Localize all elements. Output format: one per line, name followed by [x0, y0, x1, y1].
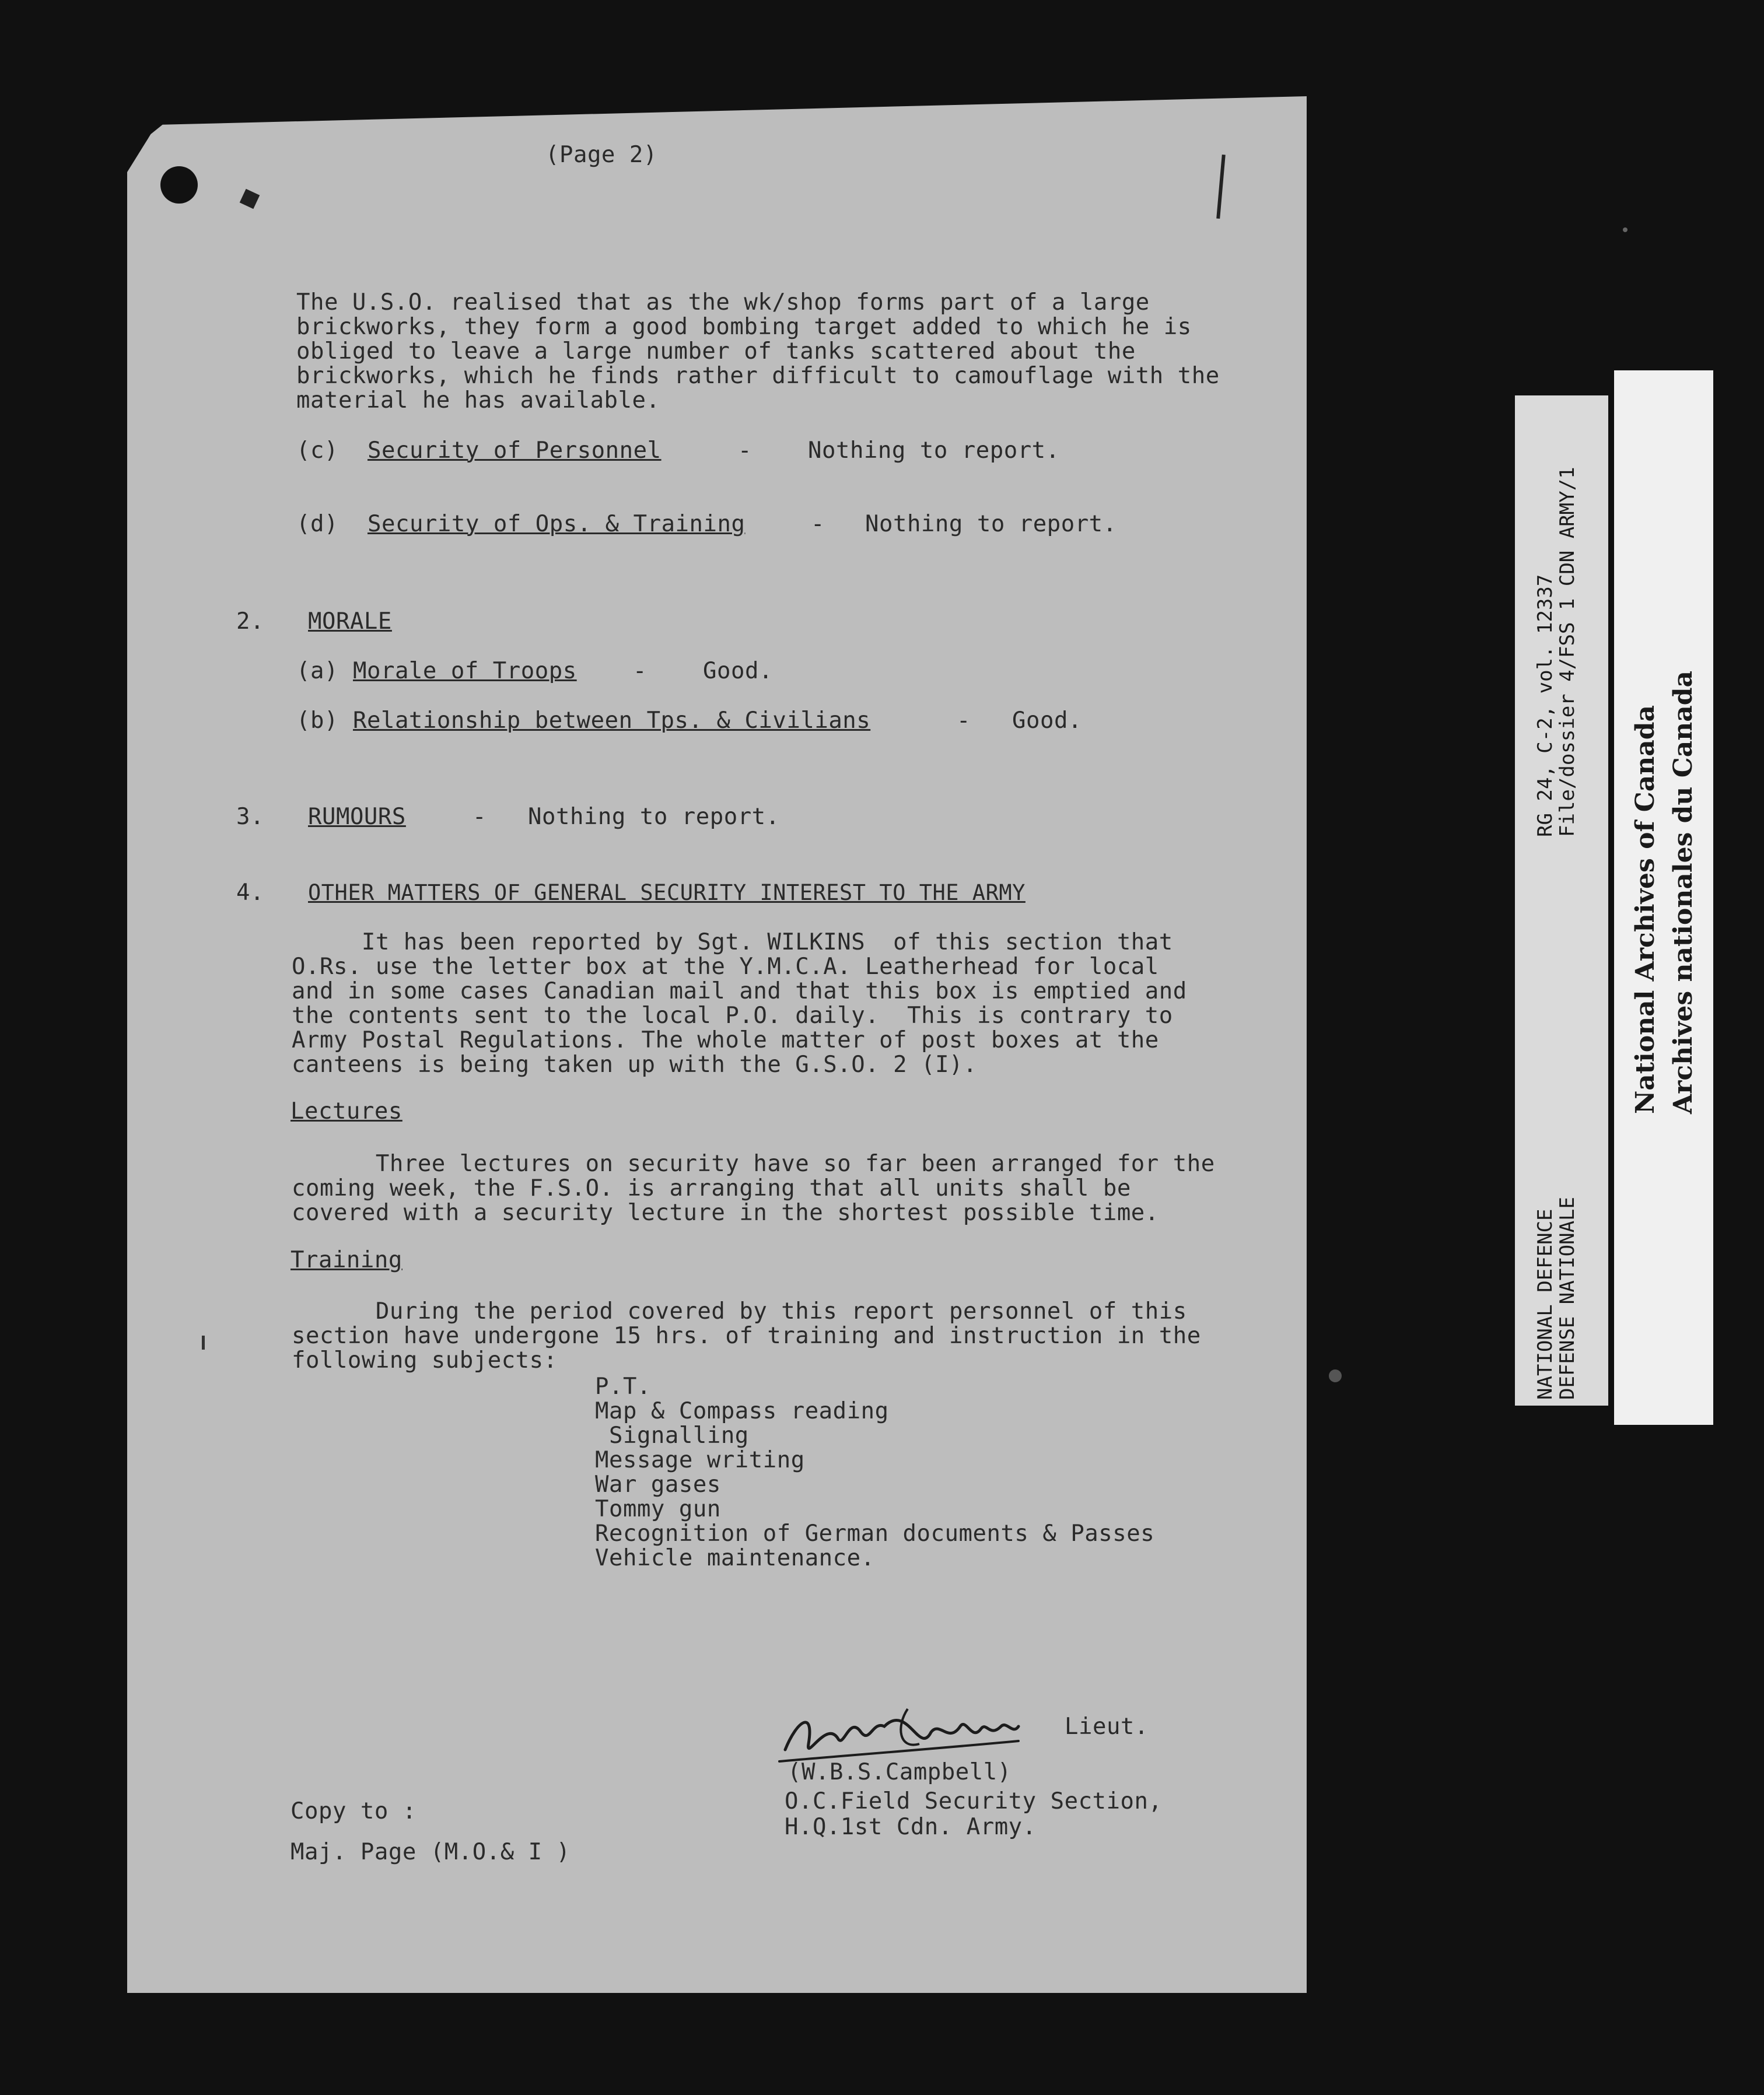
section-4-title: OTHER MATTERS OF GENERAL SECURITY INTEREST TO THE ARMY: [308, 880, 1026, 905]
list-item: Vehicle maintenance.: [595, 1545, 875, 1571]
item-d-status: Nothing to report.: [865, 511, 1117, 537]
intro-line: brickworks, they form a good bombing target added to which he is: [296, 314, 1192, 340]
lectures-line: Three lectures on security have so far been arranged for the: [292, 1151, 1215, 1177]
signatory-unit: H.Q.1st Cdn. Army.: [785, 1814, 1037, 1840]
list-item: Map & Compass reading: [595, 1398, 889, 1424]
punch-hole: [160, 166, 198, 204]
morale-a-dash: -: [633, 658, 647, 684]
section-4-line: the contents sent to the local P.O. daily. This is contrary to: [292, 1003, 1173, 1029]
signatory-name: (W.B.S.Campbell): [788, 1759, 1012, 1785]
lectures-heading: Lectures: [290, 1098, 402, 1124]
morale-b-label: (b): [296, 707, 338, 734]
item-d-title: Security of Ops. & Training: [368, 511, 746, 537]
list-item: Recognition of German documents & Passes: [595, 1521, 1155, 1547]
list-item: P.T.: [595, 1374, 651, 1400]
section-4-line: O.Rs. use the letter box at the Y.M.C.A. Leatherhead for local: [292, 954, 1159, 980]
list-item: Message writing: [595, 1447, 805, 1473]
margin-tick: [202, 1336, 205, 1350]
morale-a-title: Morale of Troops: [353, 658, 577, 684]
morale-b-title: Relationship between Tps. & Civilians: [353, 707, 871, 734]
list-item: Signalling: [595, 1423, 749, 1449]
section-4-line: It has been reported by Sgt. WILKINS of this section that: [292, 929, 1173, 955]
department-line-2: DEFENSE NATIONALE: [1556, 1197, 1579, 1400]
item-d-dash: -: [811, 511, 825, 537]
section-2-title: MORALE: [308, 608, 392, 635]
section-3-status: Nothing to report.: [528, 804, 780, 830]
morale-a-label: (a): [296, 658, 338, 684]
section-3-title: RUMOURS: [308, 804, 406, 830]
section-4-number: 4.: [236, 880, 264, 906]
intro-line: material he has available.: [296, 387, 660, 414]
item-c-dash: -: [738, 437, 752, 464]
intro-line: brickworks, which he finds rather difficult to camouflage with the: [296, 363, 1220, 389]
signatory-rank: Lieut.: [1065, 1714, 1149, 1740]
morale-b-status: Good.: [1012, 707, 1082, 734]
list-item: War gases: [595, 1472, 721, 1498]
copy-to-recipient: Maj. Page (M.O.& I ): [290, 1839, 570, 1865]
section-4-line: Army Postal Regulations. The whole matter of post boxes at the: [292, 1027, 1159, 1053]
ink-dot: [1329, 1369, 1342, 1382]
page-label: (Page 2): [545, 142, 657, 168]
section-2-number: 2.: [236, 608, 264, 635]
item-c-label: (c): [296, 437, 338, 464]
section-3-number: 3.: [236, 804, 264, 830]
item-c-status: Nothing to report.: [808, 437, 1060, 464]
morale-a-status: Good.: [703, 658, 773, 684]
intro-line: obliged to leave a large number of tanks scattered about the: [296, 338, 1136, 365]
training-line: section have undergone 15 hrs. of training and instruction in the: [292, 1323, 1201, 1349]
archive-reference-line-1: RG 24, C-2, vol. 12337: [1534, 574, 1557, 837]
archive-name-french: Archives nationales du Canada: [1668, 670, 1698, 1114]
lectures-line: covered with a security lecture in the shortest possible time.: [292, 1200, 1159, 1226]
section-4-line: canteens is being taken up with the G.S.O. 2 (I).: [292, 1052, 978, 1078]
morale-b-dash: -: [957, 707, 971, 734]
training-heading: Training: [290, 1247, 402, 1273]
copy-to-label: Copy to :: [290, 1798, 416, 1824]
archive-name-english: National Archives of Canada: [1630, 705, 1660, 1114]
section-4-line: and in some cases Canadian mail and that this box is emptied and: [292, 978, 1187, 1004]
department-line-1: NATIONAL DEFENCE: [1534, 1208, 1557, 1400]
list-item: Tommy gun: [595, 1496, 721, 1522]
item-c-title: Security of Personnel: [368, 437, 662, 464]
signatory-role: O.C.Field Security Section,: [785, 1788, 1163, 1814]
background-speck: [1623, 227, 1628, 232]
intro-line: The U.S.O. realised that as the wk/shop forms part of a large: [296, 289, 1150, 316]
lectures-line: coming week, the F.S.O. is arranging that all units shall be: [292, 1175, 1131, 1201]
section-3-dash: -: [473, 804, 487, 830]
item-d-label: (d): [296, 511, 338, 537]
training-line: During the period covered by this report personnel of this: [292, 1298, 1187, 1325]
training-line: following subjects:: [292, 1347, 558, 1374]
archive-reference-line-2: File/dossier 4/FSS 1 CDN ARMY/1: [1556, 467, 1579, 837]
